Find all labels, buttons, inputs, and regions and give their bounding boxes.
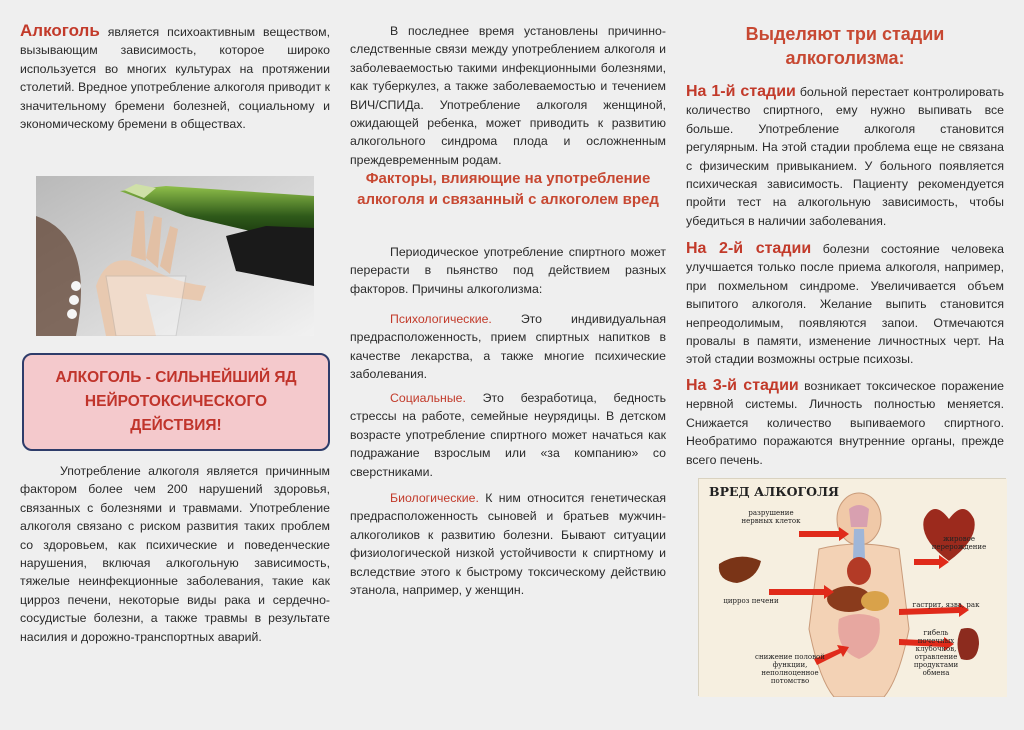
- label-gastritis: гастрит, язва, рак: [912, 601, 980, 609]
- stage-3-text: возникает токсическое поражение нервной системы. Личность полностью меняется. Снижается количество выпиваемого спиртного. Необратимо поражаются внутренние органы, прежде всего печень.: [686, 379, 1004, 467]
- psychological-text: Это индивидуальная предрасположенность, прием спиртных напитков в качестве лекарства, а также многие психические заболевания.: [350, 312, 666, 382]
- stage-3-label: На 3-й стадии: [686, 377, 799, 394]
- alcohol-harm-diagram: [698, 478, 1006, 696]
- biological-text: К ним относится генетическая предрасположенность сыновей и братьев мужчин-алкоголиков к развитию болезни. Бывают ситуации физиологической низкой устойчивости к спиртному и вследствие этого к быстрому токсическому действию этанола, например, у женщин.: [350, 491, 666, 598]
- stage-1-label: На 1-й стадии: [686, 83, 796, 100]
- intro-paragraph: [20, 22, 330, 133]
- label-sexual-function: снижение половой функции, неполноценное потомство: [755, 653, 825, 685]
- factors-intro-paragraph: Периодическое употребление спиртного может перерасти в пьянство под действием разных факторов. Причины алкоголизма:: [350, 245, 666, 296]
- factors-heading: Факторы, влияющие на употребление алкоголя и связанный с алкоголем вред: [357, 170, 659, 208]
- stage-2-label: На 2-й стадии: [686, 240, 812, 257]
- label-kidney-damage: гибель почечных клубочков, отравление продуктами обмена: [913, 629, 959, 677]
- social-factor: [350, 389, 666, 481]
- stages-heading: Выделяют три стадии алкоголизма:: [745, 24, 945, 68]
- psychological-keyword: Психологические.: [390, 312, 492, 326]
- wine-refusal-illustration: [36, 176, 314, 336]
- biological-keyword: Биологические.: [390, 491, 479, 505]
- health-disorders-paragraph: Употребление алкоголя является причинным фактором более чем 200 нарушений здоровья, связанных с болезнями и травмами. Употребление алкоголя связано с риском развития таких проблем со здоровьем, как психические и поведенческие нарушения, включая алкогольную зависимость, тяжелые неинфекционные заболевания, такие как цирроз печени, некоторые виды рака и сердечно-сосудистые болезни, а также травмы в результате насилия и дорожно-транспортных аварий.: [20, 464, 330, 644]
- column-middle: [350, 0, 666, 730]
- stage-3-paragraph: [686, 377, 1004, 469]
- stage-1-text: больной перестает контролировать количество спиртного, ему нужно выпивать все больше. Употребление алкоголя становится регулярным. На этой стадии проблема еще не связана с физическим привыканием. У больного появляется психическая зависимость. Пациенту рекомендуется пройти тест на алкогольную зависимость, чтобы убедиться в наличии заболевания.: [686, 85, 1004, 228]
- wine-refusal-photo: [36, 176, 314, 336]
- social-keyword: Социальные.: [390, 391, 466, 405]
- intro-lead-word: Алкоголь: [20, 21, 100, 40]
- social-text: Это безработица, бедность стрессы на работе, семейные неурядицы. В детском возрасте употребление спиртного может начаться как подражание взрослым или «за компанию» со сверстниками.: [350, 391, 666, 479]
- poison-warning-box: [22, 353, 330, 451]
- stage-2-text: болезни состояние человека улучшается только после приема алкоголя, например, при похмельном синдроме. Увеличивается объем выпитого алкоголя. Желание выпить становится непреодолимым, появляются запои. Отмечаются провалы в памяти, изменение личностных черт. На этой стадии возможны острые психозы.: [686, 242, 1004, 367]
- infection-paragraph: В последнее время установлены причинно-следственные связи между употреблением алкоголя и заболеваемостью такими инфекционными болезнями, как туберкулез, а также заболеваемостью и течением ВИЧ/СПИДа. Употребление алкоголя женщиной, ожидающей ребенка, может приводить к развитию алкогольного синдрома плода и осложненным преждевременным родам.: [350, 24, 666, 167]
- column-right: [686, 0, 1004, 730]
- column-left: [20, 0, 330, 730]
- biological-factor: [350, 489, 666, 599]
- label-nerve-cells: разрушение нервных клеток: [741, 509, 801, 525]
- label-fatty-degeneration: жировое перерождение: [931, 535, 987, 551]
- label-liver-cirrhosis: цирроз печени: [723, 597, 779, 605]
- psychological-factor: [350, 310, 666, 384]
- stage-1-paragraph: [686, 83, 1004, 230]
- stage-2-paragraph: [686, 240, 1004, 369]
- poison-warning-text: АЛКОГОЛЬ - СИЛЬНЕЙШИЙ ЯД НЕЙРОТОКСИЧЕСКОГО ДЕЙСТВИЯ!: [55, 369, 297, 434]
- intro-text: является психоактивным веществом, вызывающим зависимость, которое широко используется во многих культурах на протяжении столетий. Вредное употребление алкоголя приводит к значительному бремени болезней, социальному и экономическому бремени в обществах.: [20, 25, 330, 132]
- harm-diagram-title: ВРЕД АЛКОГОЛЯ: [709, 484, 840, 499]
